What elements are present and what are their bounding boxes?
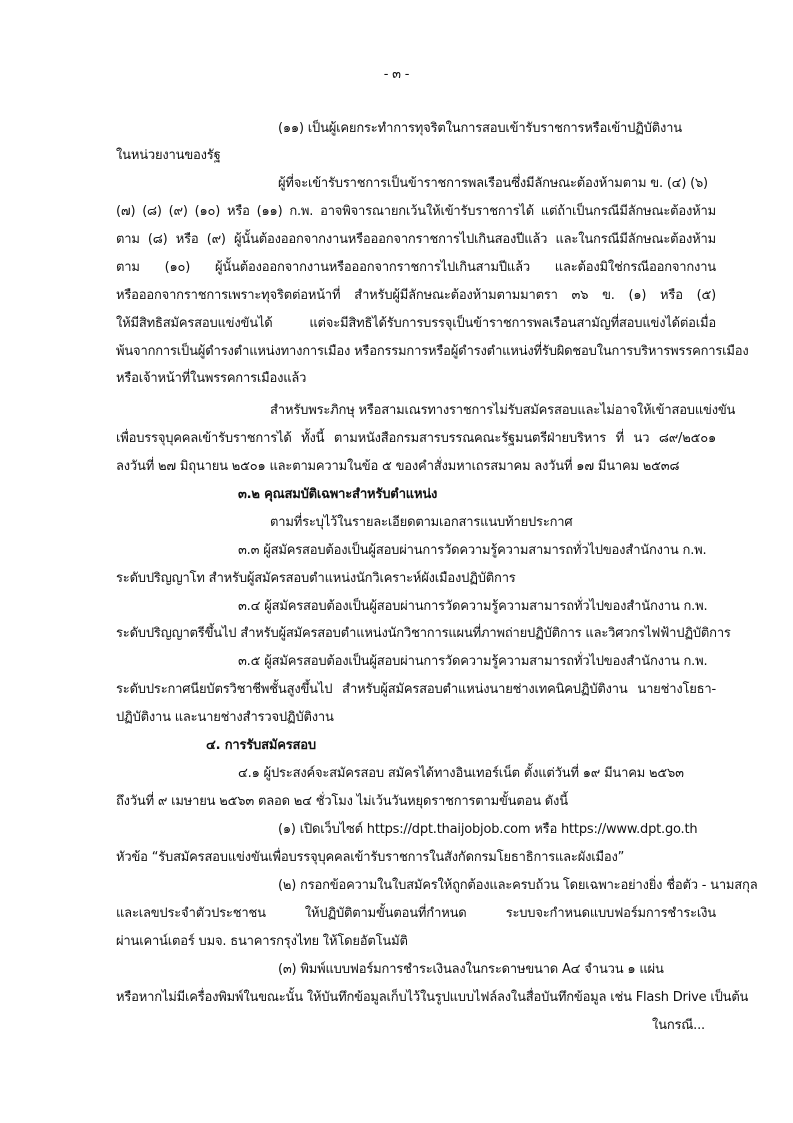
paragraph-line: ตามที่ระบุไว้ในรายละเอียดตามเอกสารแนบท้ายประกาศ: [270, 515, 573, 530]
paragraph-line: (๑) เปิดเว็บไซต์ https://dpt.thaijobjob.com หรือ https://www.dpt.go.th: [278, 822, 698, 837]
paragraph-line: ในหน่วยงานของรัฐ: [116, 148, 221, 163]
section-heading: ๓.๒ คุณสมบัติเฉพาะสำหรับตำแหน่ง: [238, 487, 438, 502]
paragraph-line: และเลขประจำตัวประชาชน ให้ปฏิบัติตามขั้นตอนที่กำหนด ระบบจะกำหนดแบบฟอร์มการชำระเงิน: [116, 906, 716, 921]
paragraph-line: ผู้ที่จะเข้ารับราชการเป็นข้าราชการพลเรือนซึ่งมีลักษณะต้องห้ามตาม ข. (๔) (๖): [278, 176, 708, 191]
paragraph-line: ๓.๓ ผู้สมัครสอบต้องเป็นผู้สอบผ่านการวัดความรู้ความสามารถทั่วไปของสำนักงาน ก.พ.: [238, 543, 707, 558]
paragraph-line: ลงวันที่ ๒๗ มิถุนายน ๒๕๐๑ และตามความในข้อ ๕ ของคำสั่งมหาเถรสมาคม ลงวันที่ ๑๗ มีนาคม ๒๕๓๘: [116, 459, 680, 474]
paragraph-line: พ้นจากการเป็นผู้ดำรงตำแหน่งทางการเมือง หรือกรรมการหรือผู้ดำรงตำแหน่งที่รับผิดชอบในการบริหารพรรคการเมือง: [116, 344, 749, 359]
paragraph-line: หัวข้อ “รับสมัครสอบแข่งขันเพื่อบรรจุบุคคลเข้ารับราชการในสังกัดกรมโยธาธิการและผังเมือง”: [116, 850, 625, 865]
paragraph-line: (๗) (๘) (๙) (๑๐) หรือ (๑๑) ก.พ. อาจพิจารณายกเว้นให้เข้ารับราชการได้ แต่ถ้าเป็นกรณีมีลักษณะต้องห้าม: [116, 204, 716, 219]
continuation-text: ในกรณี...: [652, 1018, 705, 1033]
paragraph-line: ๓.๔ ผู้สมัครสอบต้องเป็นผู้สอบผ่านการวัดความรู้ความสามารถทั่วไปของสำนักงาน ก.พ.: [238, 599, 708, 614]
paragraph-line: สำหรับพระภิกษุ หรือสามเณรทางราชการไม่รับสมัครสอบและไม่อาจให้เข้าสอบแข่งขัน: [270, 403, 736, 418]
page-number: - ๓ -: [383, 67, 410, 82]
section-heading: ๔. การรับสมัครสอบ: [206, 738, 316, 753]
paragraph-line: ๓.๕ ผู้สมัครสอบต้องเป็นผู้สอบผ่านการวัดความรู้ความสามารถทั่วไปของสำนักงาน ก.พ.: [238, 654, 708, 669]
paragraph-line: ผ่านเคาน์เตอร์ บมจ. ธนาคารกรุงไทย ให้โดยอัตโนมัติ: [116, 934, 408, 949]
paragraph-line: ให้มีสิทธิสมัครสอบแข่งขันได้ แต่จะมีสิทธิได้รับการบรรจุเป็นข้าราชการพลเรือนสามัญที่สอบแข่งได้ต่อเมื่อ: [116, 316, 716, 331]
paragraph-line: (๓) พิมพ์แบบฟอร์มการชำระเงินลงในกระดาษขนาด A๔ จำนวน ๑ แผ่น: [278, 962, 664, 977]
paragraph-line: เพื่อบรรจุบุคคลเข้ารับราชการได้ ทั้งนี้ ตามหนังสือกรมสารบรรณคณะรัฐมนตรีฝ่ายบริหาร ที่ นว ๘๙/๒๕๐๑: [116, 431, 716, 446]
paragraph-line: ๔.๑ ผู้ประสงค์จะสมัครสอบ สมัครได้ทางอินเทอร์เน็ต ตั้งแต่วันที่ ๑๙ มีนาคม ๒๕๖๓: [238, 766, 684, 781]
paragraph-line: ระดับปริญญาตรีขึ้นไป สำหรับผู้สมัครสอบตำแหน่งนักวิชาการแผนที่ภาพถ่ายปฏิบัติการ และวิศวกรไฟฟ้าปฏิบัติการ: [116, 626, 731, 641]
paragraph-line: ตาม (๑๐) ผู้นั้นต้องออกจากงานหรือออกจากราชการไปเกินสามปีแล้ว และต้องมิใช่กรณีออกจากงาน: [116, 260, 716, 275]
paragraph-line: หรือเจ้าหน้าที่ในพรรคการเมืองแล้ว: [116, 371, 307, 386]
paragraph-line: ถึงวันที่ ๙ เมษายน ๒๕๖๓ ตลอด ๒๔ ชั่วโมง ไม่เว้นวันหยุดราชการตามขั้นตอน ดังนี้: [116, 794, 568, 809]
paragraph-line: ระดับปริญญาโท สำหรับผู้สมัครสอบตำแหน่งนักวิเคราะห์ผังเมืองปฏิบัติการ: [116, 571, 516, 586]
paragraph-line: ปฏิบัติงาน และนายช่างสำรวจปฏิบัติงาน: [116, 710, 334, 725]
paragraph-line: (๒) กรอกข้อความในใบสมัครให้ถูกต้องและครบถ้วน โดยเฉพาะอย่างยิ่ง ชื่อตัว - นามสกุล: [278, 878, 758, 893]
paragraph-line: หรือหากไม่มีเครื่องพิมพ์ในขณะนั้น ให้บันทึกข้อมูลเก็บไว้ในรูปแบบไฟล์ลงในสื่อบันทึกข้อมูล เช่น Flash Drive เป็นต้น: [116, 990, 749, 1005]
paragraph-line: (๑๑) เป็นผู้เคยกระทำการทุจริตในการสอบเข้ารับราชการหรือเข้าปฏิบัติงาน: [278, 121, 682, 136]
paragraph-line: ระดับประกาศนียบัตรวิชาชีพชั้นสูงขึ้นไป สำหรับผู้สมัครสอบตำแหน่งนายช่างเทคนิคปฏิบัติงาน นายช่างโยธา-: [116, 682, 716, 697]
paragraph-line: หรือออกจากราชการเพราะทุจริตต่อหน้าที่ สำหรับผู้มีลักษณะต้องห้ามตามมาตรา ๓๖ ข. (๑) หรือ (๕): [116, 288, 716, 303]
paragraph-line: ตาม (๘) หรือ (๙) ผู้นั้นต้องออกจากงานหรือออกจากราชการไปเกินสองปีแล้ว และในกรณีมีลักษณะต้องห้าม: [116, 232, 716, 247]
